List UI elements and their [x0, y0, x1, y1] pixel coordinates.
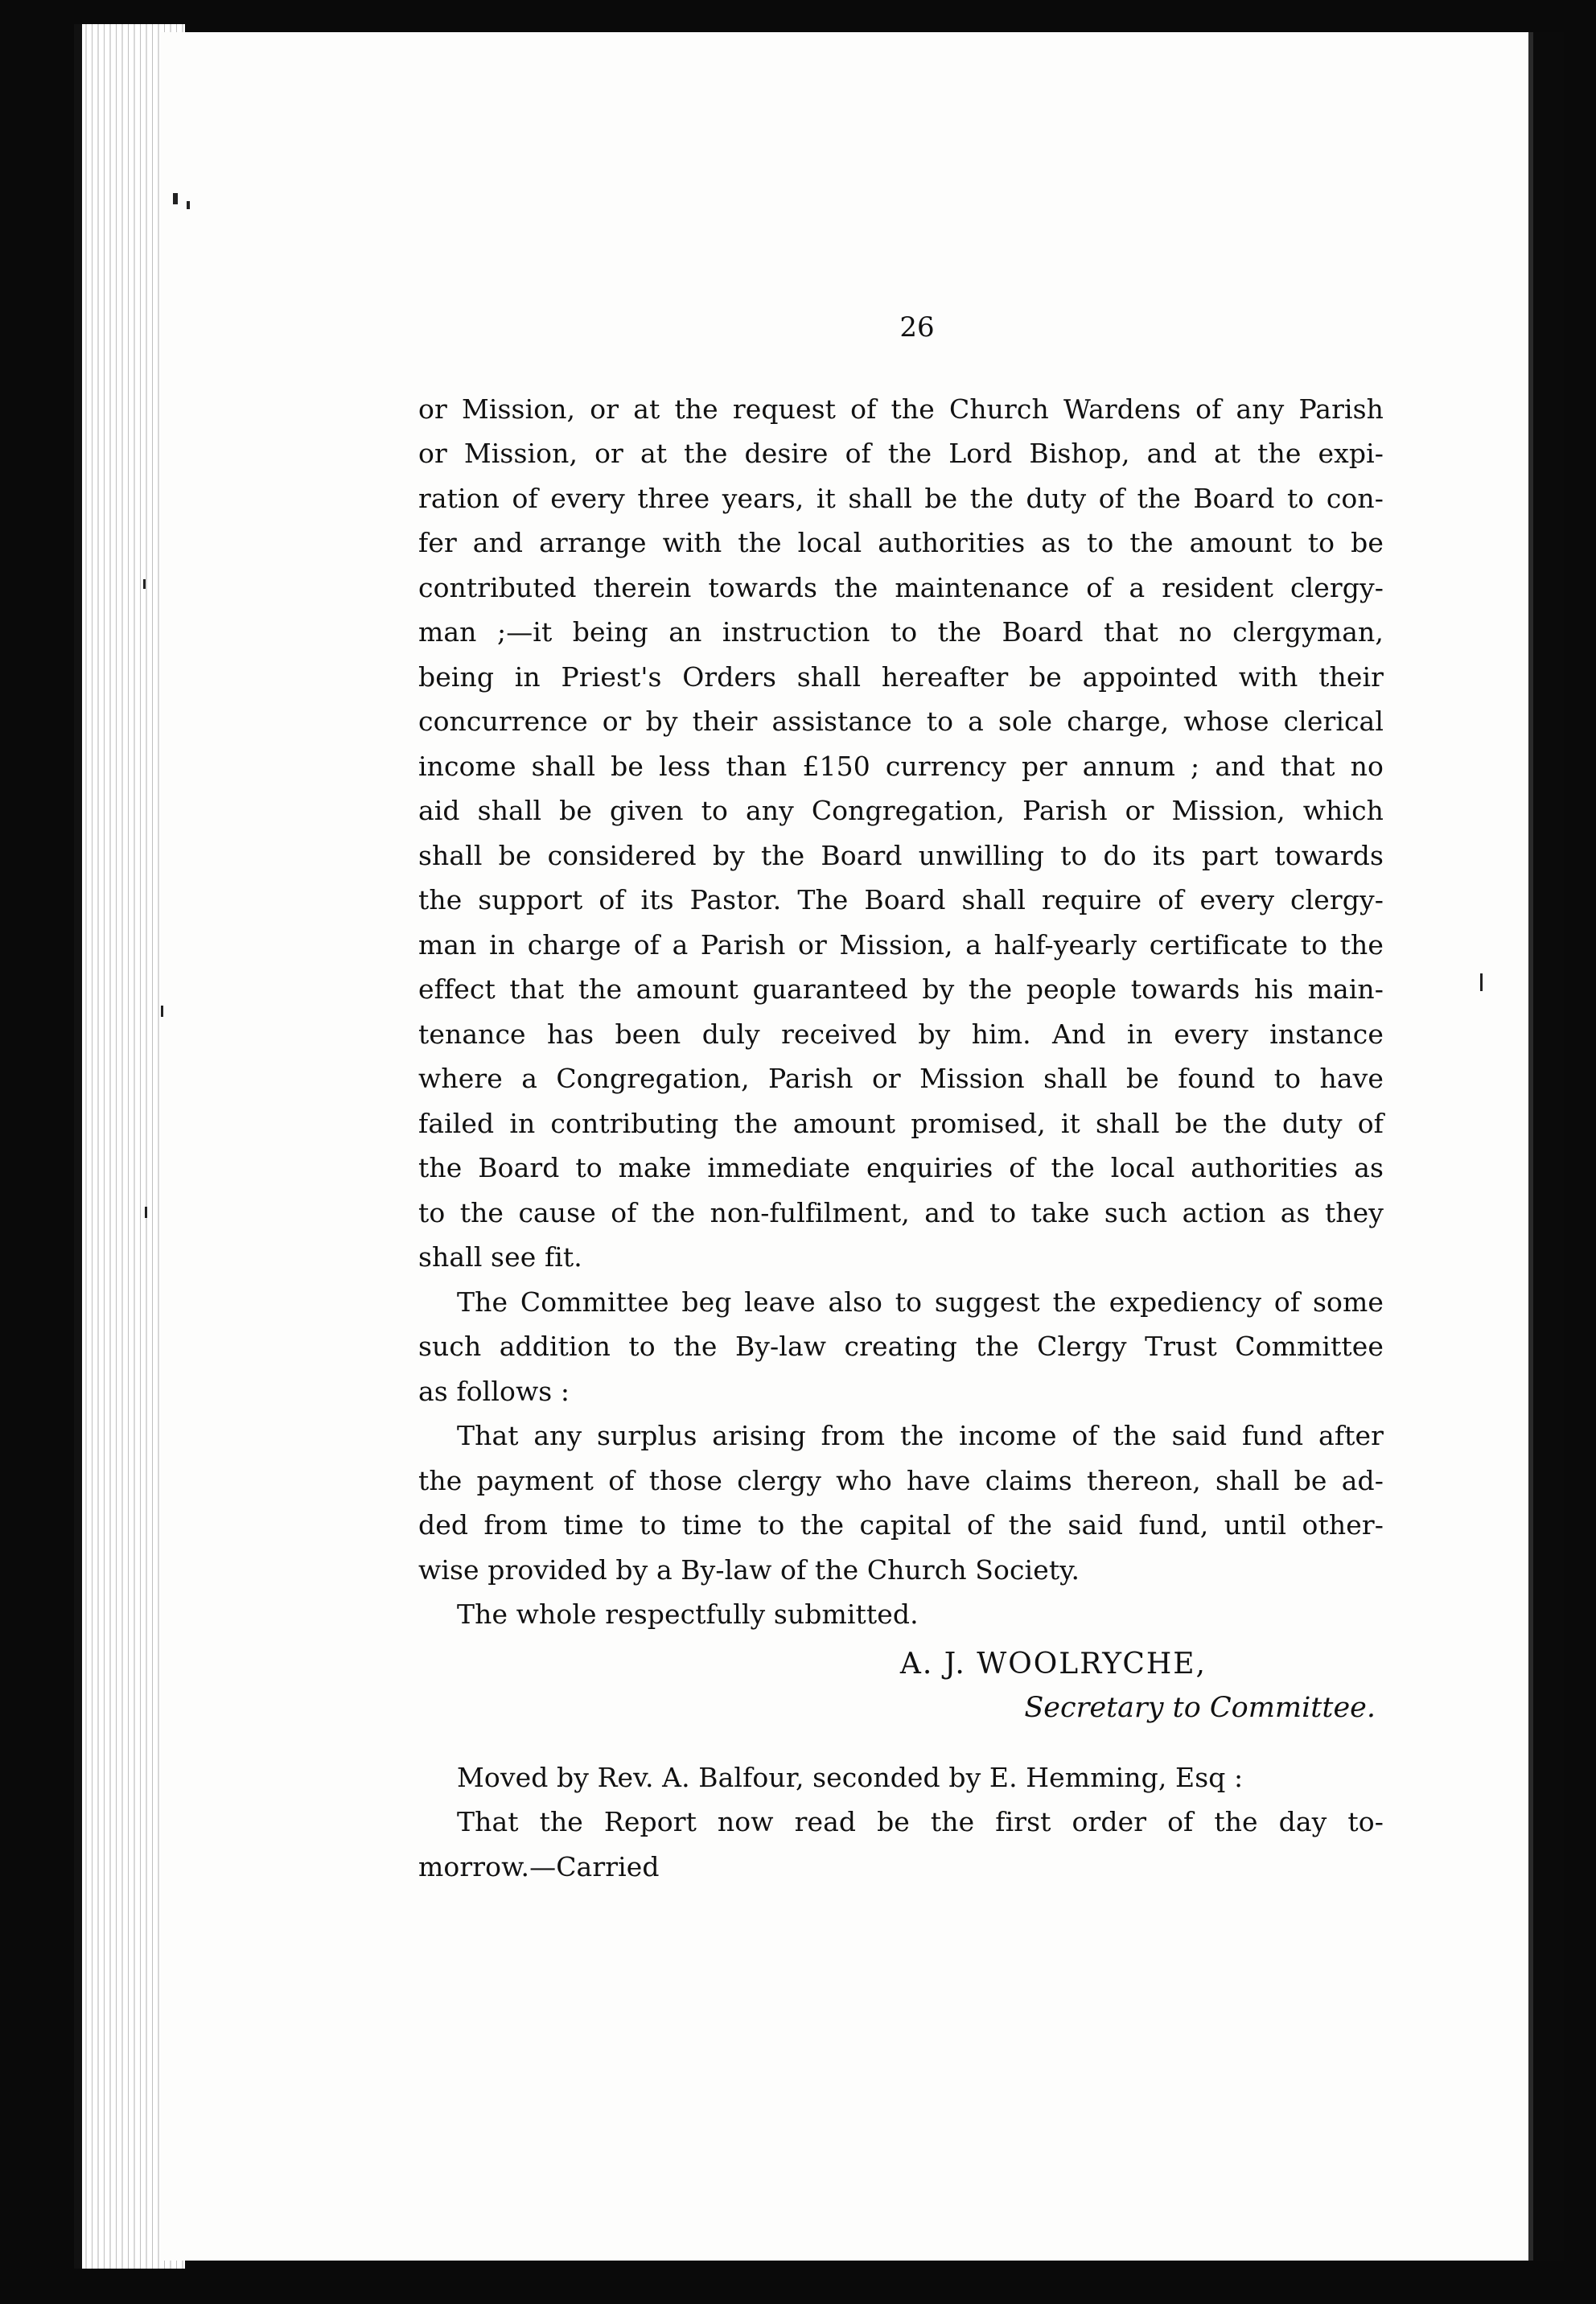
text-line: as follows :	[418, 1375, 570, 1407]
text-line: man in charge of a Parish or Mission, a half-yearly certificate to the	[418, 928, 1384, 961]
closing-line: The whole respectfully submitted.	[457, 1598, 919, 1630]
text-line: wise provided by a By-law of the Church Society.	[418, 1553, 1080, 1586]
text-line: ded from time to time to the capital of the said fund, until other-	[418, 1509, 1384, 1541]
page-number: 26	[899, 311, 935, 344]
text-line: or Mission, or at the desire of the Lord Bishop, and at the expi-	[418, 438, 1384, 469]
text-line: to the cause of the non-fulfilment, and to take such action as they	[418, 1196, 1384, 1228]
document-text	[418, 306, 1384, 1889]
text-line: being in Priest's Orders shall hereafter be appointed with their	[418, 660, 1384, 693]
motion-block	[418, 1755, 1384, 1890]
text-line: aid shall be given to any Congregation, Parish or Mission, which	[418, 795, 1384, 826]
text-line: the payment of those clergy who have claims thereon, shall be ad-	[418, 1464, 1384, 1496]
signatory-title: Secretary to Committee.	[1024, 1692, 1376, 1724]
text-line: or Mission, or at the request of the Church Wardens of any Parish	[418, 393, 1384, 425]
signature-block	[418, 1642, 1384, 1731]
text-line: man ;—it being an instruction to the Board that no clergyman,	[418, 616, 1384, 648]
signatory-name: A. J. WOOLRYCHE,	[899, 1647, 1207, 1681]
text-line: effect that the amount guaranteed by the people towards his main-	[418, 973, 1384, 1005]
text-line: income shall be less than £150 currency per annum ; and that no	[418, 750, 1384, 782]
text-line: That any surplus arising from the income of the said fund after	[457, 1420, 1384, 1451]
text-line: ration of every three years, it shall be the duty of the Board to con-	[418, 482, 1384, 514]
text-line: shall see fit.	[418, 1241, 582, 1273]
page-right-edge	[1528, 32, 1564, 2261]
text-line: failed in contributing the amount promised, it shall be the duty of	[418, 1107, 1384, 1139]
paragraph-proposed-bylaw	[418, 1413, 1384, 1592]
text-line: the support of its Pastor. The Board shall require of every clergy-	[418, 884, 1384, 915]
text-line: concurrence or by their assistance to a sole charge, whose clerical	[418, 706, 1384, 737]
text-line: The Committee beg leave also to suggest the expediency of some	[457, 1286, 1384, 1318]
motion-line: Moved by Rev. A. Balfour, seconded by E. Hemming, Esq :	[457, 1761, 1244, 1793]
text-line: fer and arrange with the local authorities as to the amount to be	[418, 527, 1384, 558]
text-line: where a Congregation, Parish or Mission shall be found to have	[418, 1063, 1384, 1094]
text-line: tenance has been duly received by him. And in every instance	[418, 1018, 1384, 1050]
motion-line: morrow.—Carried	[418, 1850, 660, 1882]
text-line: shall be considered by the Board unwilling to do its part towards	[418, 839, 1384, 871]
paragraph-suggestion	[418, 1280, 1384, 1414]
text-line: contributed therein towards the maintenance of a resident clergy-	[418, 571, 1384, 603]
text-line: the Board to make immediate enquiries of the local authorities as	[418, 1152, 1384, 1183]
book-spine	[74, 24, 82, 2269]
text-line: such addition to the By-law creating the Clergy Trust Committee	[418, 1331, 1384, 1362]
motion-line: That the Report now read be the first order of the day to-	[457, 1806, 1384, 1837]
paragraph-continuation	[418, 387, 1384, 1280]
